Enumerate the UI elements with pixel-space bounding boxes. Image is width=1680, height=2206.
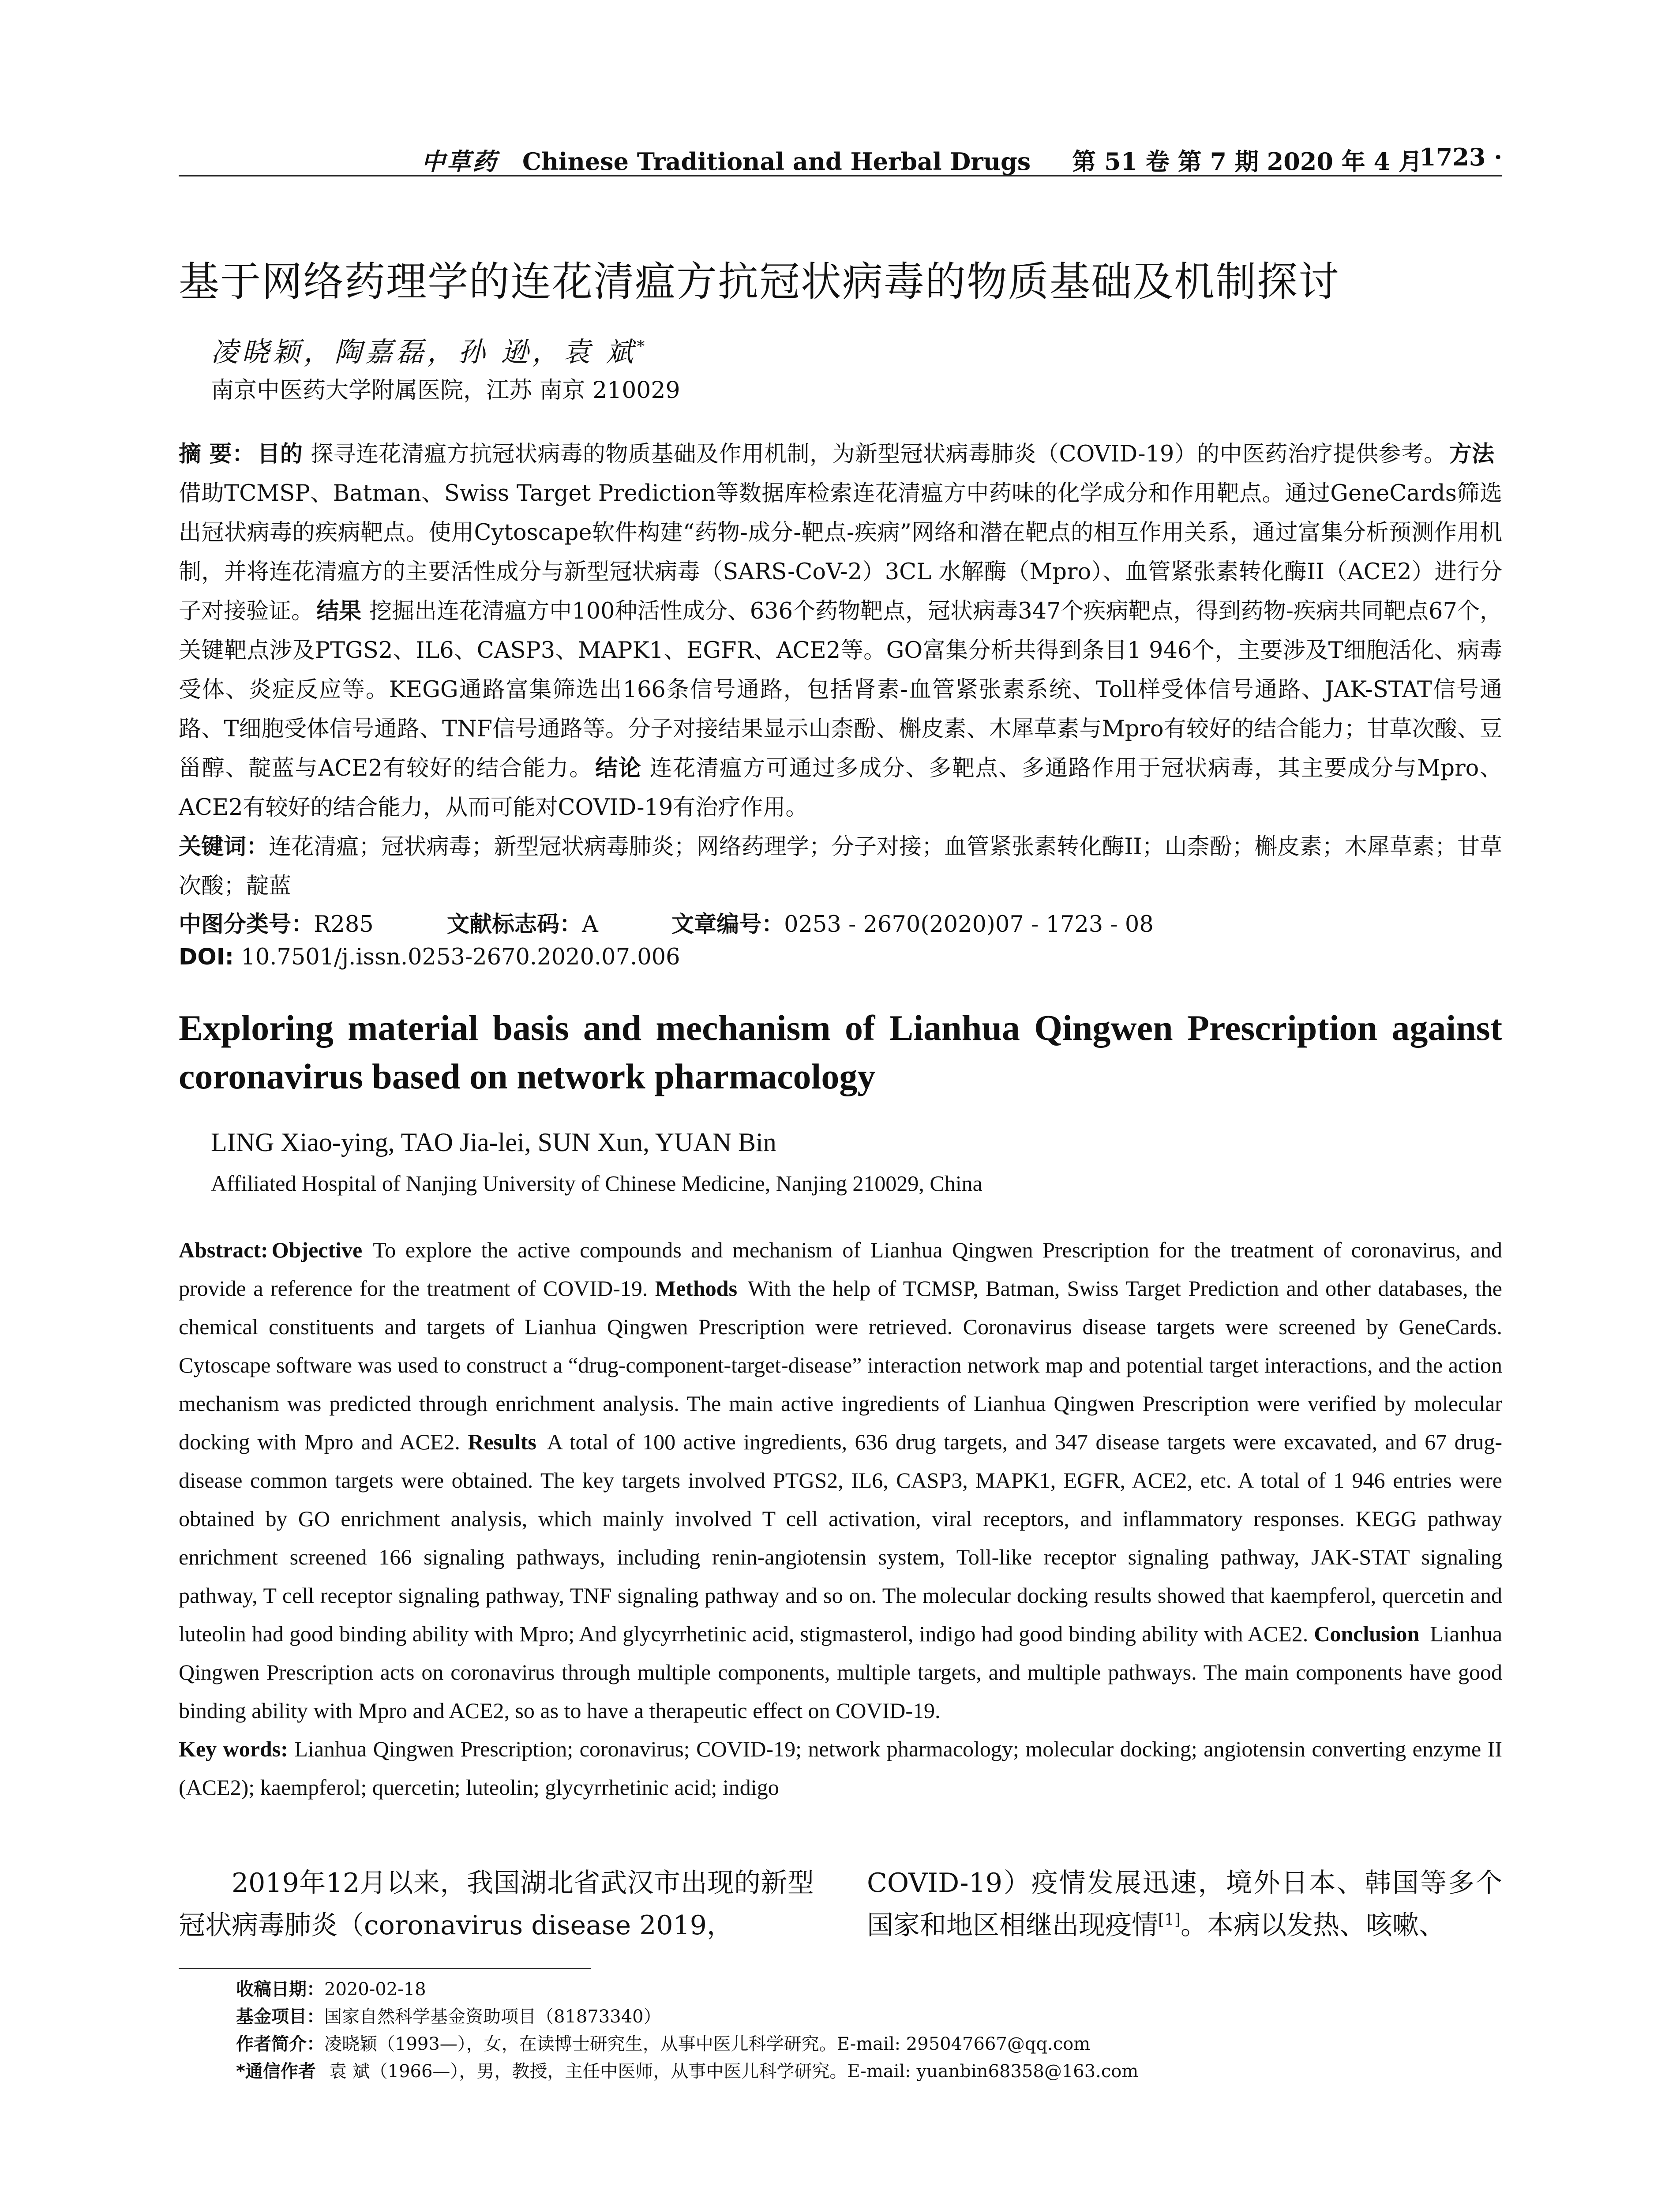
doi-line xyxy=(179,944,1502,970)
abstract-cn-methods-label: 方法 xyxy=(1449,441,1494,467)
affiliation-chinese: 南京中医药大学附属医院，江苏 南京 210029 xyxy=(211,377,680,404)
footnote-received: 收稿日期：2020-02-18 xyxy=(236,1979,426,2000)
body-column-left: 2019年12月以来，我国湖北省武汉市出现的新型冠状病毒肺炎（coronavirus disease 2019， xyxy=(179,1868,814,1941)
title-english: Exploring material basis and mechanism of Lianhua Qingwen Prescription against coronavirus based on network pharmacology xyxy=(179,1008,1502,1096)
abstract-en-methods-label: Methods xyxy=(655,1276,738,1301)
keywords-en-label: Key words: xyxy=(179,1737,288,1761)
abstract-cn-results-label: 结果 xyxy=(316,598,362,624)
doc-code-label: 文献标志码： xyxy=(446,912,582,938)
article-no-value: 0253 - 2670(2020)07 - 1723 - 08 xyxy=(784,912,1154,938)
abstract-en-objective: To explore the active compounds and mechanism of Lianhua Qingwen Prescription for the treatment of coronavirus, and provide a reference for the treatment of COVID-19. xyxy=(179,1238,1502,1301)
authors-chinese-names: 凌晓颖，陶嘉磊，孙 逊，袁 斌 xyxy=(211,336,637,368)
affiliation-english: Affiliated Hospital of Nanjing University of Chinese Medicine, Nanjing 210029, China xyxy=(211,1171,982,1196)
journal-logo: 中草药 xyxy=(421,147,498,176)
page-number: · 1723 · xyxy=(1402,143,1502,171)
footnote-funding: 基金项目：国家自然科学基金资助项目（81873340） xyxy=(236,2007,661,2027)
journal-issue: 第 51 卷 第 7 期 2020 年 4 月 xyxy=(1072,147,1422,176)
classification-line xyxy=(179,906,1502,938)
abstract-cn-label: 摘 要： xyxy=(179,441,255,467)
clc-label: 中图分类号： xyxy=(179,912,314,938)
title-chinese: 基于网络药理学的连花清瘟方抗冠状病毒的物质基础及机制探讨 xyxy=(179,258,1340,305)
authors-english: LING Xiao-ying, TAO Jia-lei, SUN Xun, YUAN Bin xyxy=(211,1128,776,1157)
journal-name: Chinese Traditional and Herbal Drugs xyxy=(522,147,1031,176)
footnote-corresponding: *通信作者 袁 斌（1966—），男，教授，主任中医师，从事中医儿科学研究。E-mail: yuanbin68358@163.com xyxy=(236,2061,1139,2082)
doi-value[interactable]: 10.7501/j.issn.0253-2670.2020.07.006 xyxy=(241,944,680,970)
corresponding-mark: * xyxy=(637,338,649,356)
abstract-en-objective-label: Objective xyxy=(271,1238,363,1262)
clc-value: R285 xyxy=(314,912,374,938)
abstract-cn-objective-label: 目的 xyxy=(257,441,303,467)
keywords-cn-label: 关键词： xyxy=(179,834,269,860)
footnotes xyxy=(236,1976,1138,2085)
journal-line xyxy=(421,143,1422,177)
authors-chinese xyxy=(211,330,648,369)
keywords-cn: 连花清瘟；冠状病毒；新型冠状病毒肺炎；网络药理学；分子对接；血管紧张素转化酶II；山柰酚；槲皮素；木犀草素；甘草次酸；靛蓝 xyxy=(179,834,1502,899)
abstract-cn-objective: 探寻连花清瘟方抗冠状病毒的物质基础及作用机制，为新型冠状病毒肺炎（COVID-19）的中医药治疗提供参考。 xyxy=(311,441,1447,467)
doc-code-value: A xyxy=(582,912,598,938)
article-no-label: 文章编号： xyxy=(671,912,784,938)
abstract-en-conclusion-label: Conclusion xyxy=(1314,1621,1420,1646)
body-column-right xyxy=(867,1862,1502,1947)
abstract-en-conclusion: Lianhua Qingwen Prescription acts on coronavirus through multiple components, multiple targets, and multiple pathways. The main components have good binding ability with Mpro and ACE2, so as to have a therapeutic effect on COVID-19. xyxy=(179,1621,1503,1723)
body-right-text: COVID-19）疫情发展迅速，境外日本、韩国等多个国家和地区相继出现疫情 xyxy=(867,1868,1502,1941)
footnote-author-bio: 作者简介：凌晓颖（1993—），女，在读博士研究生，从事中医儿科学研究。E-mail: 295047667@qq.com xyxy=(236,2034,1091,2054)
doi-label: DOI: xyxy=(179,944,234,970)
running-head xyxy=(179,140,1502,176)
footnote-divider xyxy=(179,1968,591,1969)
abstract-english xyxy=(179,1231,1502,1807)
abstract-cn-results: 挖掘出连花清瘟方中100种活性成分、636个药物靶点，冠状病毒347个疾病靶点，得到药物-疾病共同靶点67个，关键靶点涉及PTGS2、IL6、CASP3、MAPK1、EGFR、ACE2等。GO富集分析共得到条目1 946个，主要涉及T细胞活化、病毒受体、炎症反应等。KEGG通路富集筛选出166条信号通路，包括肾素-血管紧张素系统、Toll样受体信号通路、JAK-STAT信号通路、T细胞受体信号通路、TNF信号通路等。分子对接结果显示山柰酚、槲皮素、木犀草素与Mpro有较好的结合能力；甘草次酸、豆甾醇、靛蓝与ACE2有较好的结合能力。 xyxy=(179,598,1502,781)
abstract-en-results-label: Results xyxy=(468,1429,536,1454)
abstract-cn-conclusion: 连花清瘟方可通过多成分、多靶点、多通路作用于冠状病毒，其主要成分与Mpro、ACE2有较好的结合能力，从而可能对COVID-19有治疗作用。 xyxy=(179,755,1502,821)
body-right-tail: 。本病以发热、咳嗽、 xyxy=(1181,1910,1445,1941)
abstract-chinese xyxy=(179,435,1502,906)
abstract-cn-conclusion-label: 结论 xyxy=(595,755,642,781)
keywords-en: Lianhua Qingwen Prescription; coronavirus; COVID-19; network pharmacology; molecular docking; angiotensin converting enzyme II (ACE2); kaempferol; quercetin; luteolin; glycyrrhetinic acid; indigo xyxy=(179,1737,1502,1800)
citation-ref[interactable]: [1] xyxy=(1158,1911,1181,1929)
abstract-en-methods: With the help of TCMSP, Batman, Swiss Target Prediction and other databases, the chemical constituents and targets of Lianhua Qingwen Prescription were retrieved. Coronavirus disease targets were screened by GeneCards. Cytoscape software was used to construct a “drug-component-target-disease” interaction network map and potential target interactions, and the action mechanism was predicted through enrichment analysis. The main active ingredients of Lianhua Qingwen Prescription were verified by molecular docking with Mpro and ACE2. xyxy=(179,1276,1502,1454)
abstract-en-label: Abstract: xyxy=(179,1238,268,1262)
abstract-cn-methods: 借助TCMSP、Batman、Swiss Target Prediction等数据库检索连花清瘟方中药味的化学成分和作用靶点。通过GeneCards筛选出冠状病毒的疾病靶点。使用Cytoscape软件构建“药物-成分-靶点-疾病”网络和潜在靶点的相互作用关系，通过富集分析预测作用机制，并将连花清瘟方的主要活性成分与新型冠状病毒（SARS-CoV-2）3CL 水解酶（Mpro）、血管紧张素转化酶II（ACE2）进行分子对接验证。 xyxy=(179,480,1502,624)
abstract-en-results: A total of 100 active ingredients, 636 drug targets, and 347 disease targets were excavated, and 67 drug-disease common targets were obtained. The key targets involved PTGS2, IL6, CASP3, MAPK1, EGFR, ACE2, etc. A total of 1 946 entries were obtained by GO enrichment analysis, which mainly involved T cell activation, viral receptors, and inflammatory responses. KEGG pathway enrichment screened 166 signaling pathways, including renin-angiotensin system, Toll-like receptor signaling pathway, JAK-STAT signaling pathway, T cell receptor signaling pathway, TNF signaling pathway and so on. The molecular docking results showed that kaempferol, quercetin and luteolin had good binding ability with Mpro; And glycyrrhetinic acid, stigmasterol, indigo had good binding ability with ACE2. xyxy=(179,1429,1503,1646)
